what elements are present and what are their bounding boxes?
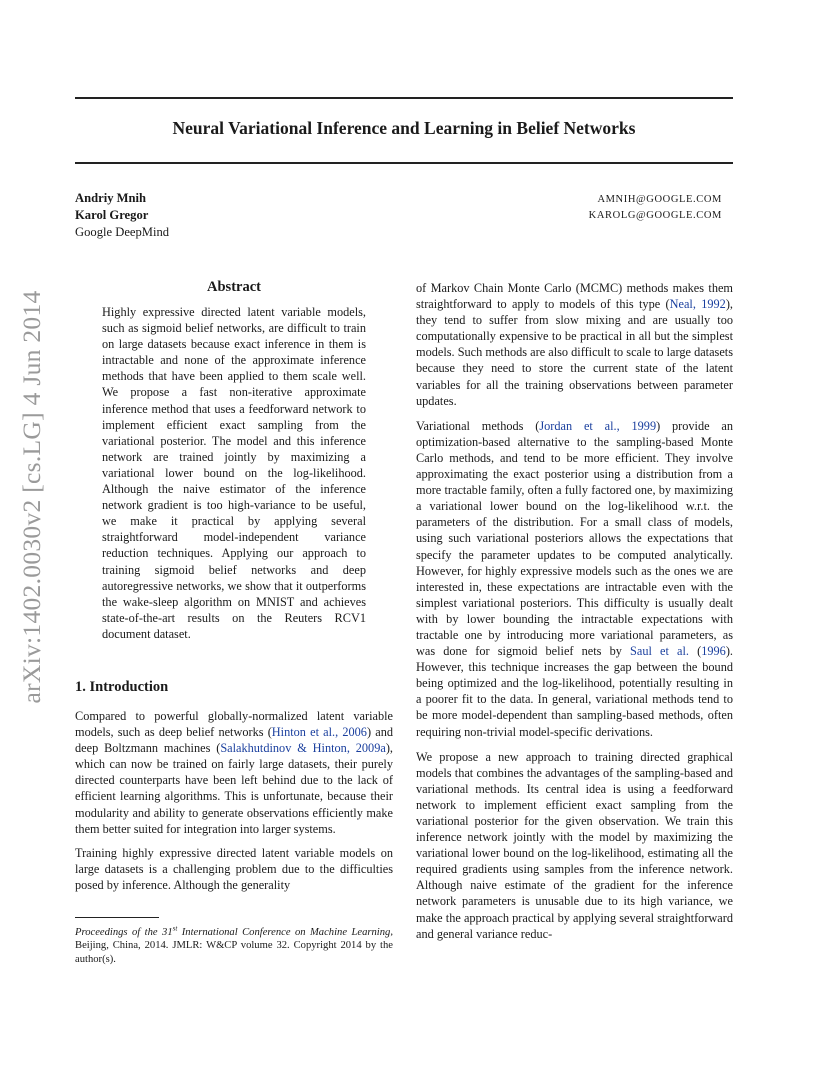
email-block <box>589 192 722 224</box>
citation-link[interactable]: Jordan et al., 1999 <box>539 418 657 433</box>
text-span: ), which can now be trained on fairly large datasets, their purely directed counterparts have been left behind due to the lack of efficient learning algorithms. This is unfortunate, because their modularity and ability to generate observations efficiently make them better suited for integration into larger systems. <box>75 741 393 836</box>
footnote-rule <box>75 917 159 918</box>
top-rule <box>75 97 733 99</box>
paragraph <box>75 708 393 837</box>
author-block <box>75 190 169 241</box>
text-span: Variational methods ( <box>416 418 540 433</box>
arxiv-stamp <box>17 272 47 722</box>
right-column <box>416 280 733 951</box>
section-heading: 1. Introduction <box>75 679 169 695</box>
author-email: AMNIH@GOOGLE.COM <box>597 194 722 205</box>
text-span: ) and deep Boltzmann machines ( <box>75 725 393 756</box>
text-span: ) provide an optimization-based alternative to the sampling-based Monte Carlo methods, and tend to be more efficient. They involve approximating the exact posterior using a distribution from a more tractable family, often a fully factored one, by maximizing a variational lower bound on the log-likelihood w.r.t. the parameters of the distribution. For a small class of models, using such variational posteriors allows the expectations that specify the parameter updates to be computed analytically. However, for highly expressive models such as the ones we are interested in, these expectations are intractable even with the simplest variational posteriors. This difficulty is usually dealt with by lower bounding the intractable expectations with tractable one by introducing more variational parameters, as was done for sigmoid belief nets by <box>416 418 733 659</box>
affiliation: Google DeepMind <box>75 225 170 239</box>
introduction-body <box>75 708 393 901</box>
paragraph: We propose a new approach to training directed graphical models that combines the advantages of the sampling-based and variational methods. Its central idea is using a feedforward network to implement efficient exact sampling from the variational posterior for the given observation. We train this inference network jointly with the model by maximizing the variational lower bound on the log-likelihood, estimating all the required gradients using samples from the inference network. Although naive estimate of the gradient for the inference network parameters is unusable due to its high variance, we make the approach practical by applying several straightforward and general variance reduc- <box>416 749 733 941</box>
citation-link[interactable]: Neal, 1992 <box>669 297 726 312</box>
citation-link[interactable]: Salakhutdinov & Hinton, 2009a <box>220 741 386 756</box>
citation-link[interactable]: 1996 <box>701 644 726 659</box>
paper-title: Neural Variational Inference and Learning in Belief Networks <box>172 118 636 138</box>
footnote-venue <box>75 924 391 938</box>
author-email: KAROLG@GOOGLE.COM <box>588 210 722 221</box>
text-span: ). However, this technique increases the gap between the bound being optimized and the log-likelihood, potentially resulting in a poorer fit to the data. In general, variational methods tend to be more model-dependent than sampling-based methods, often requiring non-trivial model-specific derivations. <box>416 644 733 739</box>
text-span: Compared to powerful globally-normalized latent variable models, such as deep belief networks ( <box>75 709 393 740</box>
text-span: , Beijing, China, 2014. JMLR: W&CP volume 32. Copyright 2014 by the author(s). <box>75 926 393 965</box>
text-span: ), they tend to suffer from slow mixing and are usually too computationally expensive to be practical in all but the simplest models. Such methods are also difficult to scale to large datasets because they need to store the current state of the latent variables for all the training observations between parameter updates. <box>416 297 733 408</box>
abstract-text: Highly expressive directed latent variable models, such as sigmoid belief networks, are difficult to train on large datasets because exact inference in them is intractable and none of the approximate inference methods that have been applied to them scale well. We propose a fast non-iterative approximate inference method that uses a feedforward network to implement efficient exact sampling from the variational posterior. The model and this inference network are trained jointly by maximizing a variational lower bound on the log-likelihood. Although the naive estimator of the inference network gradient is too high-variance to be useful, we make it practical by applying several straightforward model-independent variance reduction techniques. Applying our approach to training sigmoid belief networks and deep autoregressive networks, we show that it outperforms the wake-sleep algorithm on MNIST and achieves state-of-the-art results on the Reuters RCV1 document dataset. <box>102 305 366 641</box>
text-span: International Conference on Machine Learning <box>177 926 391 938</box>
superscript: st <box>172 924 178 932</box>
text-span: Proceedings of the 31 <box>75 926 173 938</box>
author-name: Andriy Mnih <box>75 191 147 205</box>
title-bottom-rule <box>75 162 733 164</box>
citation-link[interactable]: Saul et al. <box>630 644 689 659</box>
citation-link[interactable]: Hinton et al., 2006 <box>271 725 367 740</box>
arxiv-stamp-text: arXiv:1402.0030v2 [cs.LG] 4 Jun 2014 <box>17 290 46 704</box>
footnote <box>75 922 393 966</box>
paragraph: Training highly expressive directed latent variable models on large datasets is a challenging problem due to the difficulties posed by inference. Although the generality <box>75 845 393 892</box>
text-span: of Markov Chain Monte Carlo (MCMC) methods makes them straightforward to apply to models of this type ( <box>416 281 733 312</box>
paragraph <box>416 418 733 740</box>
abstract-heading: Abstract <box>207 279 261 295</box>
text-span: ( <box>688 644 702 659</box>
paragraph <box>416 280 733 409</box>
author-name: Karol Gregor <box>75 208 149 222</box>
